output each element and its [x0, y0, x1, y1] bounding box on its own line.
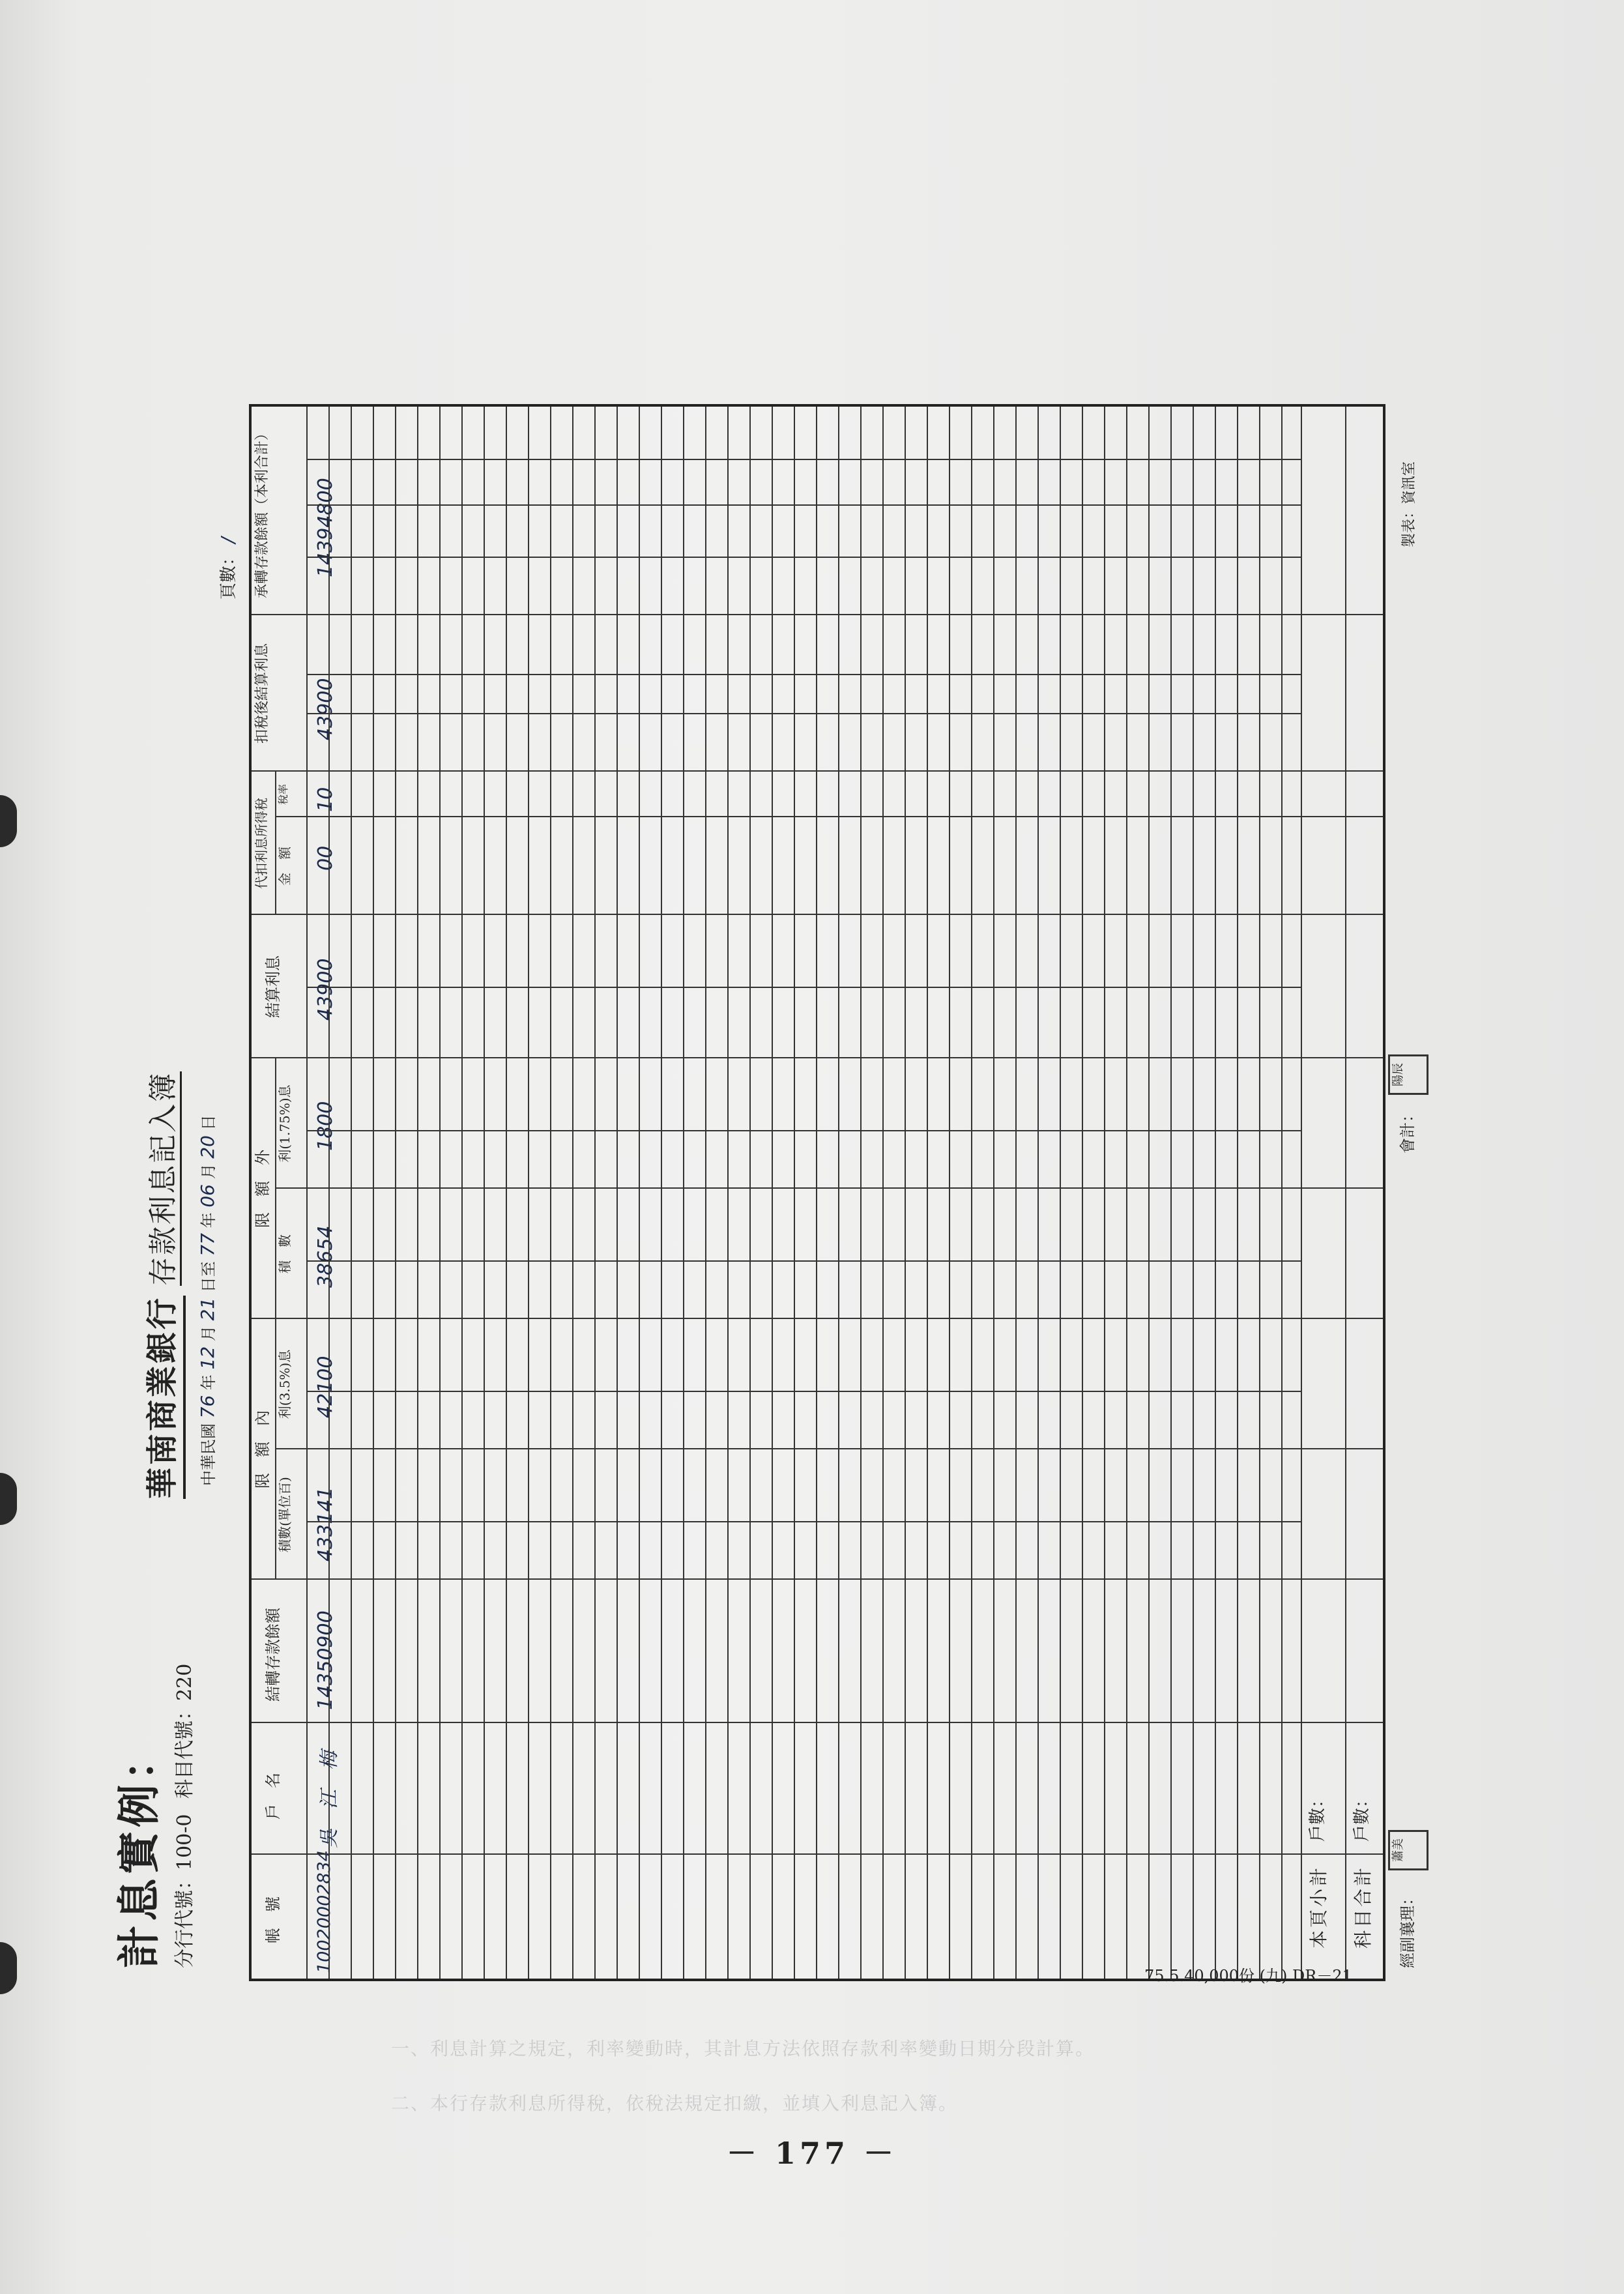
grid-row-line — [727, 407, 729, 1979]
header-limit-in: 限 額 內 — [254, 1410, 272, 1488]
grid-row-line — [616, 407, 618, 1979]
header-limit-out-interest: 利(1.75%)息 — [277, 1084, 293, 1163]
grid-column-line — [306, 459, 1301, 460]
grid-subheader-line — [275, 1319, 276, 1580]
cell-settled-interest: 43900 — [314, 958, 337, 1021]
grid-column-line — [306, 504, 1301, 506]
grid-row-line — [683, 407, 684, 1979]
from-year: 76 — [197, 1395, 218, 1419]
grid-column-line — [252, 614, 1383, 615]
grid-row-line — [1104, 407, 1105, 1979]
cell-account-no: 10020002834 — [314, 1850, 334, 1973]
ledger-name: 存款利息記入簿 — [147, 1071, 182, 1286]
ledger-title — [137, 639, 186, 1499]
grid-row-line — [661, 407, 662, 1979]
header-carried-after: 承轉存款餘額（本利合計） — [254, 426, 270, 599]
grid-row-line — [506, 407, 507, 1979]
subject-total-households: 戶數： — [1352, 1790, 1372, 1842]
bleed-through-line: 二、本行存款利息所得稅，依稅法規定扣繳，並填入利息記入簿。 — [391, 2093, 959, 2114]
grid-column-line — [275, 1448, 1383, 1449]
page-subtotal-label: 本頁小計 — [1308, 1865, 1329, 1949]
grid-column-line — [252, 1853, 1383, 1855]
manager-stamp: 蕭美 — [1388, 1830, 1428, 1870]
cell-withholding-rate: 10 — [314, 787, 337, 812]
header-carried-balance: 結轉存款餘額 — [264, 1608, 282, 1702]
cell-limit-out-interest: 1800 — [314, 1101, 337, 1151]
grid-row-line — [971, 407, 972, 1979]
grid-column-line — [306, 987, 1301, 988]
from-day: 21 — [197, 1297, 218, 1321]
grid-row-line — [1281, 407, 1283, 1979]
cell-limit-in-interest: 42100 — [314, 1356, 337, 1418]
grid-row-line — [993, 407, 994, 1979]
grid-row-line — [328, 407, 330, 1979]
page-number: － 177 － — [726, 2136, 898, 2171]
grid-subheader-line — [275, 772, 276, 915]
header-account-name: 戶 名 — [264, 1773, 282, 1820]
grid-row-line — [484, 407, 485, 1979]
grid-row-line — [639, 407, 640, 1979]
grid-row-line — [1259, 407, 1260, 1979]
subject-code: 科目代號：220 — [173, 1663, 196, 1799]
grid-row-line — [927, 407, 928, 1979]
header-limit-out-product: 積 數 — [277, 1234, 293, 1273]
page-heading: 計息實例： — [113, 1734, 164, 1968]
grid-column-line — [275, 816, 1383, 817]
grid-column-line — [252, 914, 1383, 915]
cell-after-tax: 43900 — [314, 678, 337, 740]
grid-row-line — [1060, 407, 1061, 1979]
cell-account-name: 吳 江 梅 — [318, 1750, 341, 1848]
header-after-tax: 扣稅後結算利息 — [254, 643, 270, 744]
branch-code: 分行代號：100-0 — [173, 1814, 196, 1968]
grid-row-line — [306, 407, 308, 1979]
cell-carried-after: 14394800 — [314, 478, 337, 577]
header-settled-interest: 結算利息 — [264, 955, 282, 1018]
grid-row-line — [439, 407, 441, 1979]
grid-column-line — [306, 1521, 1301, 1522]
cell-limit-out-product: 38654 — [314, 1225, 337, 1288]
grid-column-line — [306, 713, 1301, 714]
grid-row-line — [1301, 407, 1302, 1979]
grid-row-line — [461, 407, 463, 1979]
from-month: 12 — [197, 1346, 218, 1370]
grid-row-line — [949, 407, 950, 1979]
grid-row-line — [1126, 407, 1127, 1979]
grid-row-line — [794, 407, 795, 1979]
rotated-ledger-sheet — [104, 391, 1417, 1981]
grid-row-line — [1193, 407, 1194, 1979]
header-limit-out: 限 額 外 — [254, 1150, 272, 1228]
header-withholding-amount: 金 額 — [277, 847, 293, 886]
codes-row — [168, 1655, 197, 1968]
grid-row-line — [816, 407, 817, 1979]
subject-total-label: 科目合計 — [1352, 1865, 1374, 1949]
grid-row-line — [417, 407, 418, 1979]
grid-column-line — [252, 770, 1383, 772]
grid-row-line — [749, 407, 751, 1979]
grid-row-line — [882, 407, 884, 1979]
grid-column-line — [306, 674, 1301, 675]
grid-column-line — [275, 1187, 1383, 1189]
to-year: 77 — [197, 1232, 218, 1256]
grid-row-line — [550, 407, 551, 1979]
grid-row-line — [395, 407, 396, 1979]
grid-subheader-line — [275, 1058, 276, 1319]
grid-row-line — [1215, 407, 1216, 1979]
page-subtotal-households: 戶數： — [1308, 1790, 1327, 1842]
grid-row-line — [528, 407, 529, 1979]
header-withholding: 代扣利息所得稅 — [254, 798, 269, 889]
grid-column-line — [306, 1391, 1301, 1392]
grid-column-line — [306, 1260, 1301, 1262]
grid-row-line — [1237, 407, 1238, 1979]
grid-row-line — [772, 407, 773, 1979]
grid-row-line — [860, 407, 862, 1979]
preparer-note: 製表：資訊室 — [1401, 461, 1417, 547]
grid-row-line — [594, 407, 596, 1979]
grid-row-line — [1148, 407, 1150, 1979]
header-limit-in-product: 積數(單位百) — [277, 1477, 293, 1552]
header-account-no: 帳 號 — [264, 1896, 282, 1943]
cell-carried-balance: 14350900 — [314, 1610, 337, 1710]
grid-row-line — [1082, 407, 1083, 1979]
manager-signature: 經副襄理： — [1399, 1890, 1417, 1968]
grid-column-line — [252, 1722, 1383, 1723]
header-withholding-rate: 稅率 — [277, 784, 289, 806]
grid-row-line — [351, 407, 352, 1979]
grid-column-line — [252, 1057, 1383, 1058]
grid-row-line — [705, 407, 706, 1979]
grid-row-line — [572, 407, 573, 1979]
page-count: 頁數： / — [217, 537, 239, 600]
grid-column-line — [252, 1578, 1383, 1580]
header-limit-in-interest: 利(3.5%)息 — [277, 1349, 293, 1419]
to-month: 06 — [197, 1184, 218, 1208]
grid-row-line — [1015, 407, 1017, 1979]
accountant-stamp: 陽辰 — [1388, 1054, 1428, 1095]
grid-row-line — [1345, 407, 1346, 1979]
to-day: 20 — [197, 1135, 218, 1159]
grid-row-line — [1170, 407, 1172, 1979]
grid-row-line — [905, 407, 906, 1979]
grid-column-line — [252, 1318, 1383, 1319]
date-range: 中華民國 76 年 12 月 21 日至 77 年 06 月 20 日 — [197, 1114, 218, 1486]
cell-withholding-amount: 00 — [314, 845, 337, 871]
form-code: 75.5.40,000份 (九) DR－21 — [1144, 1967, 1352, 1985]
accountant-signature: 會計： — [1399, 1107, 1417, 1154]
bleed-through-line: 一、利息計算之規定，利率變動時，其計息方法依照存款利率變動日期分段計算。 — [391, 2038, 1095, 2059]
grid-row-line — [373, 407, 374, 1979]
grid-row-line — [1037, 407, 1039, 1979]
grid-row-line — [838, 407, 839, 1979]
cell-limit-in-product: 433141 — [314, 1487, 337, 1561]
grid-column-line — [306, 1130, 1301, 1131]
ledger-table — [249, 404, 1385, 1981]
grid-column-line — [306, 557, 1301, 558]
bank-name: 華南商業銀行 — [137, 1296, 186, 1499]
